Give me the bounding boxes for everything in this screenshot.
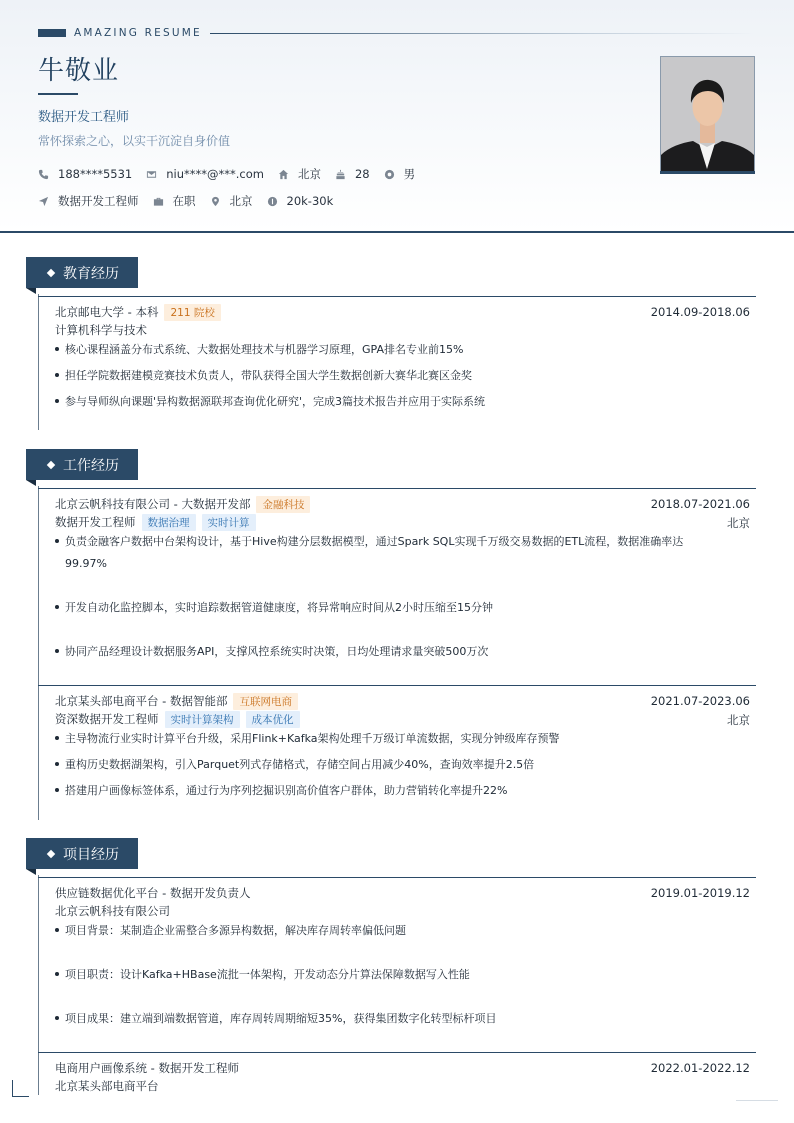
- list-item: 项目成果：建立端到端数据管道，库存周转周期缩短35%，获得集团数字化转型标杆项目: [55, 1008, 735, 1030]
- section-timeline: [38, 875, 39, 1095]
- ribbon-fold: [26, 288, 36, 294]
- section-title-text: 工作经历: [63, 457, 119, 474]
- list-item: 开发自动化监控脚本，实时追踪数据管道健康度，将异常响应时间从2小时压缩至15分钟: [55, 597, 735, 619]
- list-item: 负责金融客户数据中台架构设计，基于Hive构建分层数据模型，通过Spark SQL实现千万级交易数据的ETL流程，数据准确率达: [55, 531, 735, 553]
- section-title-projects: [26, 838, 138, 869]
- list-item: 核心课程涵盖分布式系统、大数据处理技术与机器学习原理，GPA排名专业前15%: [55, 339, 735, 361]
- city-text: 北京: [297, 167, 321, 181]
- intent-city: [210, 193, 253, 209]
- name-underline: [38, 93, 78, 95]
- role-title: 资深数据开发工程师: [55, 712, 159, 726]
- entry-divider: [38, 685, 756, 686]
- page-corner-line: [736, 1100, 778, 1101]
- diamond-icon: [47, 460, 55, 468]
- mail-icon: [146, 169, 157, 180]
- project-org: 北京云帆科技有限公司: [55, 904, 170, 918]
- work-date: 2018.07-2021.06: [650, 497, 750, 511]
- company-name: 北京某头部电商平台 - 数据智能部: [55, 694, 228, 708]
- intent-salary-text: 20k-30k: [286, 194, 334, 208]
- profile-photo: [660, 56, 755, 172]
- contact-row: [38, 166, 429, 182]
- work-entry-header: [55, 496, 310, 513]
- cake-icon: [335, 169, 346, 180]
- section-timeline: [38, 486, 39, 820]
- project-date: 2022.01-2022.12: [650, 1061, 750, 1075]
- intent-position-text: 数据开发工程师: [58, 194, 139, 208]
- diamond-icon: [47, 849, 55, 857]
- list-item: 担任学院数据建模竞赛技术负责人，带队获得全国大学生数据创新大赛华北赛区金奖: [55, 365, 735, 387]
- education-entry-header: [55, 304, 221, 321]
- list-item: 协同产品经理设计数据服务API，支撑风控系统实时决策，日均处理请求量突破500万次: [55, 641, 735, 663]
- list-item: 参与导师纵向课题'异构数据源联邦查询优化研究'，完成3篇技术报告并应用于实际系统: [55, 391, 735, 413]
- industry-badge: 金融科技: [256, 496, 310, 513]
- photo-accent-bar: [660, 171, 755, 174]
- ribbon-fold: [26, 869, 36, 875]
- entry-divider: [38, 1052, 756, 1053]
- project-name: 电商用户画像系统 - 数据开发工程师: [55, 1061, 239, 1075]
- project-date: 2019.01-2019.12: [650, 886, 750, 900]
- list-item: 搭建用户画像标签体系，通过行为序列挖掘识别高价值客户群体，助力营销转化率提升22%: [55, 780, 735, 802]
- portrait-image: [661, 57, 754, 171]
- major: 计算机科学与技术: [55, 323, 147, 337]
- role-title: 数据开发工程师: [55, 515, 136, 529]
- contact-gender: [384, 166, 416, 182]
- school-badge: 211 院校: [164, 304, 220, 321]
- location-icon: [210, 196, 221, 207]
- contact-phone: [38, 167, 132, 181]
- project-org: 北京某头部电商平台: [55, 1079, 159, 1093]
- ribbon-fold: [26, 480, 36, 486]
- section-title-text: 项目经历: [63, 846, 119, 863]
- work-date: 2021.07-2023.06: [650, 694, 750, 708]
- intent-position: [38, 193, 139, 209]
- header-accent-bar: [38, 29, 66, 37]
- list-item: 项目职责：设计Kafka+HBase流批一体架构，开发动态分片算法保障数据写入性能: [55, 964, 735, 986]
- work-city: 北京: [727, 516, 750, 530]
- company-name: 北京云帆科技有限公司 - 大数据开发部: [55, 497, 251, 511]
- section-timeline: [38, 294, 39, 430]
- phone-icon: [38, 169, 49, 180]
- section-title-work: [26, 449, 138, 480]
- list-item-continuation: 99.97%: [65, 557, 107, 570]
- job-title: 数据开发工程师: [38, 110, 130, 125]
- contact-age: [335, 167, 370, 181]
- project-name: 供应链数据优化平台 - 数据开发负责人: [55, 886, 251, 900]
- intent-salary: [267, 194, 334, 208]
- list-item: 重构历史数据湖架构，引入Parquet列式存储格式，存储空间占用减少40%，查询效率提升2.5倍: [55, 754, 735, 776]
- contact-city: [278, 166, 321, 182]
- intent-status: [153, 193, 196, 209]
- entry-divider: [38, 296, 756, 297]
- age-text: 28: [354, 167, 370, 181]
- intent-row: [38, 193, 347, 209]
- industry-badge: 互联网电商: [233, 693, 298, 710]
- email-text: niu****@***.com: [166, 167, 264, 181]
- section-title-text: 教育经历: [63, 265, 119, 282]
- gender-text: 男: [403, 167, 416, 181]
- skill-tag: 实时计算: [202, 514, 256, 531]
- skill-tag: 成本优化: [246, 711, 300, 728]
- list-item: 主导物流行业实时计算平台升级，采用Flink+Kafka架构处理千万级订单流数据，实现分钟级库存预警: [55, 728, 735, 750]
- work-entry-header: [55, 693, 298, 710]
- salary-icon: [267, 196, 278, 207]
- work-role-row: [55, 514, 256, 531]
- header-accent-line: [210, 33, 755, 34]
- intent-status-text: 在职: [172, 194, 196, 208]
- work-role-row: [55, 711, 300, 728]
- diamond-icon: [47, 268, 55, 276]
- entry-divider: [38, 877, 756, 878]
- page-corner-mark: [12, 1080, 29, 1097]
- motto: 常怀探索之心，以实干沉淀自身价值: [38, 134, 231, 148]
- work-city: 北京: [727, 713, 750, 727]
- skill-tag: 实时计算架构: [165, 711, 240, 728]
- resume-tag: AMAZING RESUME: [74, 27, 202, 39]
- section-title-education: [26, 257, 138, 288]
- education-date: 2014.09-2018.06: [650, 305, 750, 319]
- intent-city-text: 北京: [229, 194, 253, 208]
- briefcase-icon: [153, 196, 164, 207]
- school-name: 北京邮电大学 - 本科: [55, 305, 159, 319]
- list-item: 项目背景：某制造企业需整合多源异构数据，解决库存周转率偏低问题: [55, 920, 735, 942]
- header-divider: [0, 231, 794, 233]
- send-icon: [38, 196, 49, 207]
- skill-tag: 数据治理: [142, 514, 196, 531]
- contact-email: [146, 167, 264, 181]
- phone-text: 188****5531: [58, 167, 133, 181]
- entry-divider: [38, 488, 756, 489]
- home-icon: [278, 169, 289, 180]
- gender-icon: [384, 169, 395, 180]
- candidate-name: 牛敬业: [38, 56, 120, 86]
